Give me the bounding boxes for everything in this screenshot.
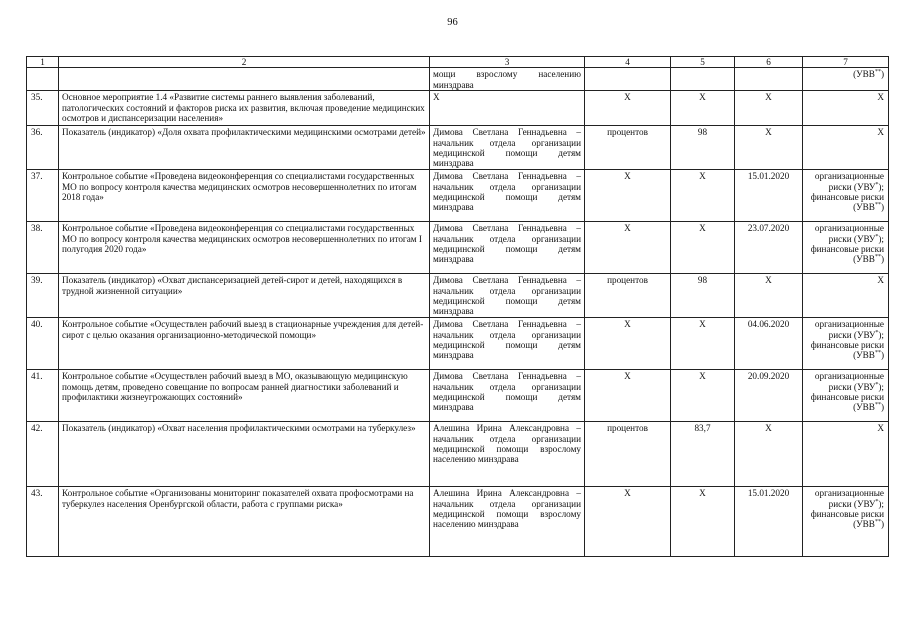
- activity-text: Контрольное событие «Проведена видеоконференция со специалистами государственных МО по вопросу контроля качества медицинских осмотров несовершеннолетних по итогам I полугодия 2020 года»: [59, 222, 430, 274]
- value-cell: 83,7: [671, 422, 735, 487]
- deadline-cell: X: [735, 91, 803, 126]
- table-row: [27, 126, 889, 170]
- deadline-cell: X: [735, 422, 803, 487]
- responsible-person: Димова Светлана Геннадьевна – начальник отдела организации медицинской помощи детям минздрава: [430, 126, 585, 170]
- value-cell: X: [671, 91, 735, 126]
- value-cell: X: [671, 318, 735, 370]
- value-cell: 98: [671, 126, 735, 170]
- row-number: 36.: [27, 126, 59, 170]
- page-number: 96: [447, 17, 458, 28]
- column-header: 1: [27, 57, 59, 68]
- responsible-person: Димова Светлана Геннадьевна – начальник отдела организации медицинской помощи детям минздрава: [430, 222, 585, 274]
- activity-text: Основное мероприятие 1.4 «Развитие системы раннего выявления заболеваний, патологических состояний и факторов риска их развития, включая проведение медицинских осмотров и диспансеризации населения»: [59, 91, 430, 126]
- unit-cell: процентов: [585, 422, 671, 487]
- deadline-cell: 20.09.2020: [735, 370, 803, 422]
- column-header: 2: [59, 57, 430, 68]
- unit-cell: X: [585, 222, 671, 274]
- activity-text: Контрольное событие «Осуществлен рабочий выезд в МО, оказывающую медицинскую помощь детям, проведено совещание по вопросам ранней диагностики заболеваний и профилактики жизнеугрожающих состояний»: [59, 370, 430, 422]
- unit-cell: процентов: [585, 126, 671, 170]
- value-cell: X: [671, 487, 735, 557]
- risk-cell: организационные риски (УВУ*); финансовые риски (УВВ**): [803, 222, 889, 274]
- risk-cell: организационные риски (УВУ*); финансовые риски (УВВ**): [803, 370, 889, 422]
- deadline-cell: 23.07.2020: [735, 222, 803, 274]
- table-row: [27, 68, 889, 91]
- activity-text: Показатель (индикатор) «Охват диспансеризацией детей-сирот и детей, находящихся в трудной жизненной ситуации»: [59, 274, 430, 318]
- row-number: 42.: [27, 422, 59, 487]
- risk-cell: X: [803, 126, 889, 170]
- table-row: [27, 222, 889, 274]
- deadline-cell: [735, 68, 803, 91]
- risk-cell: X: [803, 422, 889, 487]
- row-number: 41.: [27, 370, 59, 422]
- table-row: [27, 422, 889, 487]
- row-number: 38.: [27, 222, 59, 274]
- value-cell: [671, 68, 735, 91]
- column-header: 7: [803, 57, 889, 68]
- unit-cell: X: [585, 91, 671, 126]
- responsible-person: Димова Светлана Геннадьевна – начальник отдела организации медицинской помощи детям минздрава: [430, 370, 585, 422]
- row-number: 40.: [27, 318, 59, 370]
- responsible-person: Димова Светлана Геннадьевна – начальник отдела организации медицинской помощи детям минздрава: [430, 170, 585, 222]
- plan-table: [26, 56, 889, 557]
- table-row: [27, 318, 889, 370]
- value-cell: 98: [671, 274, 735, 318]
- value-cell: X: [671, 370, 735, 422]
- activity-text: Контрольное событие «Осуществлен рабочий выезд в стационарные учреждения для детей-сирот с целью оказания организационно-методической помощи»: [59, 318, 430, 370]
- value-cell: X: [671, 222, 735, 274]
- table-row: [27, 370, 889, 422]
- risk-cell: организационные риски (УВУ*); финансовые риски (УВВ**): [803, 170, 889, 222]
- activity-text: Показатель (индикатор) «Доля охвата профилактическими медицинскими осмотрами детей»: [59, 126, 430, 170]
- responsible-person: Димова Светлана Геннадьевна – начальник отдела организации медицинской помощи детям минздрава: [430, 274, 585, 318]
- responsible-person: Алешина Ирина Александровна – начальник отдела организации медицинской помощи взрослому населению минздрава: [430, 422, 585, 487]
- unit-cell: X: [585, 318, 671, 370]
- responsible-person: Димова Светлана Геннадьевна – начальник отдела организации медицинской помощи детям минздрава: [430, 318, 585, 370]
- unit-cell: X: [585, 370, 671, 422]
- column-header: 3: [430, 57, 585, 68]
- table-row: [27, 274, 889, 318]
- risk-cell: X: [803, 274, 889, 318]
- responsible-person: мощи взрослому населению минздрава: [430, 68, 585, 91]
- responsible-person: Алешина Ирина Александровна – начальник отдела организации медицинской помощи взрослому населению минздрава: [430, 487, 585, 557]
- activity-text: Показатель (индикатор) «Охват населения профилактическими осмотрами на туберкулез»: [59, 422, 430, 487]
- unit-cell: [585, 68, 671, 91]
- activity-text: Контрольное событие «Проведена видеоконференция со специалистами государственных МО по вопросу контроля качества медицинских осмотров несовершеннолетних по итогам 2018 года»: [59, 170, 430, 222]
- row-number: [27, 68, 59, 91]
- row-number: 43.: [27, 487, 59, 557]
- table-row: [27, 170, 889, 222]
- value-cell: X: [671, 170, 735, 222]
- row-number: 39.: [27, 274, 59, 318]
- table-row: [27, 487, 889, 557]
- risk-cell: X: [803, 91, 889, 126]
- header-row: [27, 57, 889, 68]
- table-row: [27, 91, 889, 126]
- deadline-cell: X: [735, 274, 803, 318]
- risk-cell: организационные риски (УВУ*); финансовые риски (УВВ**): [803, 318, 889, 370]
- column-header: 4: [585, 57, 671, 68]
- unit-cell: X: [585, 170, 671, 222]
- risk-cell: организационные риски (УВУ*); финансовые риски (УВВ**): [803, 487, 889, 557]
- responsible-person: X: [430, 91, 585, 126]
- unit-cell: X: [585, 487, 671, 557]
- deadline-cell: 04.06.2020: [735, 318, 803, 370]
- deadline-cell: 15.01.2020: [735, 487, 803, 557]
- risk-cell: (УВВ**): [803, 68, 889, 91]
- deadline-cell: X: [735, 126, 803, 170]
- activity-text: [59, 68, 430, 91]
- column-header: 5: [671, 57, 735, 68]
- row-number: 35.: [27, 91, 59, 126]
- row-number: 37.: [27, 170, 59, 222]
- column-header: 6: [735, 57, 803, 68]
- unit-cell: процентов: [585, 274, 671, 318]
- activity-text: Контрольное событие «Организованы мониторинг показателей охвата профосмотрами на туберкулез населения Оренбургской области, работа с группами риска»: [59, 487, 430, 557]
- deadline-cell: 15.01.2020: [735, 170, 803, 222]
